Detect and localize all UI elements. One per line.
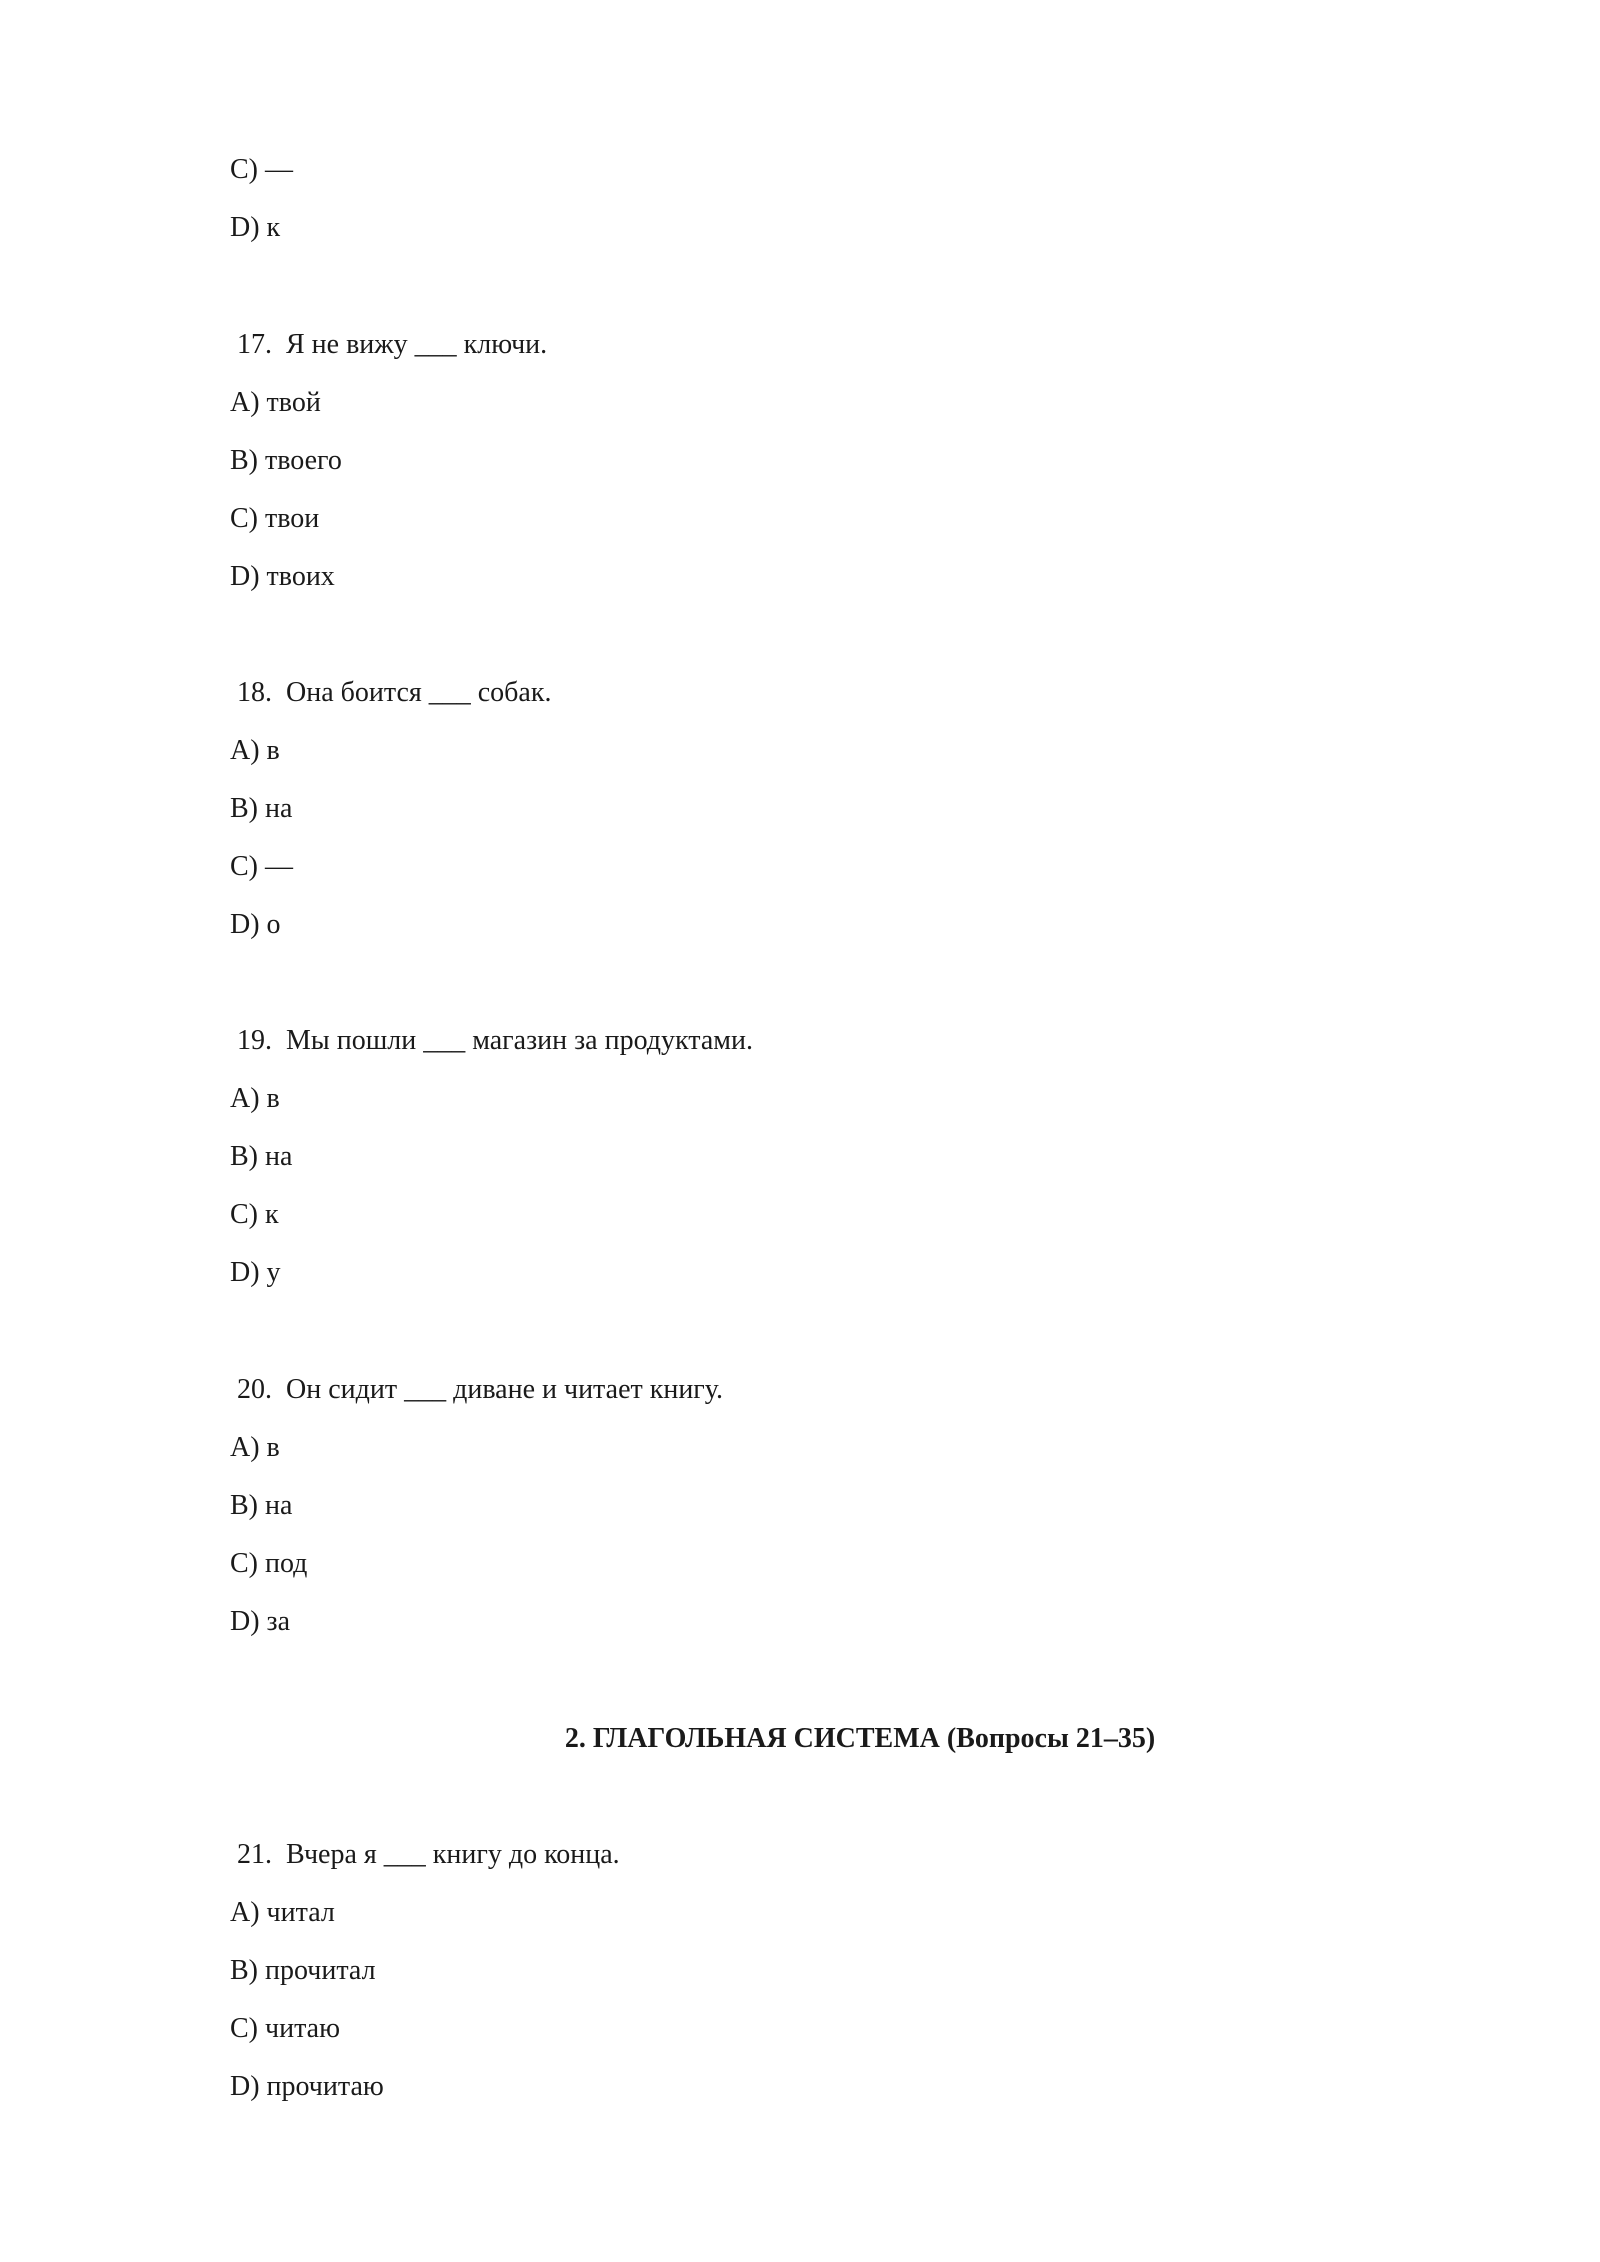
question-20: 20. Он сидит ___ диване и читает книгу. bbox=[237, 1374, 723, 1405]
option-d: D) о bbox=[230, 909, 281, 940]
option-d: D) твоих bbox=[230, 561, 335, 592]
option-d: D) за bbox=[230, 1606, 291, 1637]
option-c: C) к bbox=[230, 1199, 279, 1230]
question-18: 18. Она боится ___ собак. bbox=[237, 677, 552, 708]
option-a: A) читал bbox=[230, 1897, 335, 1928]
option-a: A) в bbox=[230, 1083, 280, 1114]
option-a: A) в bbox=[230, 735, 280, 766]
option-d: D) прочитаю bbox=[230, 2071, 384, 2102]
option-c: C) — bbox=[230, 154, 293, 185]
option-b: B) твоего bbox=[230, 445, 342, 476]
option-c: C) твои bbox=[230, 503, 320, 534]
option-d: D) у bbox=[230, 1257, 281, 1288]
option-d: D) к bbox=[230, 212, 281, 243]
option-c: C) — bbox=[230, 851, 293, 882]
option-c: C) под bbox=[230, 1548, 308, 1579]
option-b: B) на bbox=[230, 793, 293, 824]
section-heading: 2. ГЛАГОЛЬНАЯ СИСТЕМА (Вопросы 21–35) bbox=[564, 1723, 1156, 1754]
option-a: A) в bbox=[230, 1432, 280, 1463]
question-21: 21. Вчера я ___ книгу до конца. bbox=[237, 1839, 620, 1870]
option-b: B) прочитал bbox=[230, 1955, 376, 1986]
option-b: B) на bbox=[230, 1490, 293, 1521]
question-17: 17. Я не вижу ___ ключи. bbox=[237, 329, 548, 360]
option-c: C) читаю bbox=[230, 2013, 340, 2044]
option-a: A) твой bbox=[230, 387, 321, 418]
option-b: B) на bbox=[230, 1141, 293, 1172]
question-19: 19. Мы пошли ___ магазин за продуктами. bbox=[237, 1025, 753, 1056]
